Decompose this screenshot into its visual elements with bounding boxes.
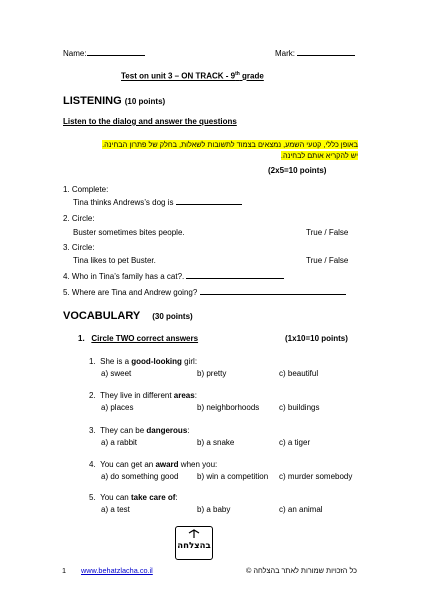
- title-end: grade: [239, 71, 264, 81]
- question-5-blank[interactable]: [200, 287, 346, 295]
- section-1-header: [78, 334, 198, 343]
- question-2-answer[interactable]: True / False: [306, 228, 349, 237]
- question-5-text: 5. Where are Tina and Andrew going?: [63, 288, 198, 297]
- vocabulary-title: VOCABULARY: [63, 310, 141, 322]
- section-1-score: (1x10=10 points): [285, 334, 348, 343]
- question-5: [63, 287, 346, 297]
- vocab-item-4-option-c[interactable]: c) murder somebody: [279, 472, 353, 481]
- hebrew-note-line2: [281, 151, 358, 160]
- vocab-item-5-option-b[interactable]: b) a baby: [197, 505, 231, 514]
- vocab-item-4-prompt: [89, 460, 217, 469]
- vocab-item-2-prompt: [89, 391, 197, 400]
- vocab-item-3-option-c[interactable]: c) a tiger: [279, 438, 311, 447]
- vocab-item-2-option-b[interactable]: b) neighborhoods: [197, 403, 260, 412]
- section-1-title: Circle TWO correct answers: [91, 334, 199, 343]
- vocabulary-heading: [63, 310, 193, 322]
- vocab-item-3-post: :: [187, 426, 190, 435]
- vocab-item-3-prompt: [89, 426, 190, 435]
- vocab-item-2-key: areas: [173, 391, 195, 400]
- mark-label: Mark:: [275, 49, 295, 58]
- vocab-item-1-option-a[interactable]: a) sweet: [101, 369, 132, 378]
- vocab-item-1-key: good-looking: [131, 357, 182, 366]
- vocab-item-1-number: 1.: [89, 357, 96, 366]
- page-title: [121, 71, 264, 81]
- name-blank[interactable]: [87, 48, 145, 56]
- vocab-item-2-option-c[interactable]: c) buildings: [279, 403, 320, 412]
- question-3-answer[interactable]: True / False: [306, 256, 349, 265]
- vocab-item-3-key: dangerous: [146, 426, 188, 435]
- question-4: [63, 271, 284, 281]
- vocab-item-5-key: take care of: [130, 493, 176, 502]
- vocab-item-1-pre: She is a: [100, 357, 132, 366]
- vocab-item-3-number: 3.: [89, 426, 96, 435]
- vocab-item-2-pre: They live in different: [100, 391, 174, 400]
- listening-score-note: (2x5=10 points): [268, 166, 327, 175]
- listening-subheading: Listen to the dialog and answer the questions: [63, 117, 237, 126]
- name-field: [63, 48, 145, 58]
- behatzlacha-logo: [175, 526, 213, 560]
- question-4-blank[interactable]: [186, 271, 284, 279]
- vocab-item-1-prompt: [89, 357, 197, 366]
- question-1-number: 1. Complete:: [63, 185, 109, 194]
- vocab-item-1-post: girl:: [181, 357, 198, 366]
- vocab-item-5-number: 5.: [89, 493, 96, 502]
- listening-heading: [63, 95, 165, 107]
- mark-field: [275, 48, 355, 58]
- hebrew-note-line1: [102, 140, 358, 149]
- hebrew-text-1: באופן כללי, קטעי השמע, נמצאים בצמוד לתשובות לשאלות, בחלק של פתרון הבחינה.: [102, 140, 358, 149]
- title-main: Test on unit 3 – ON TRACK - 9: [121, 71, 236, 81]
- vocab-item-5-option-c[interactable]: c) an animal: [279, 505, 323, 514]
- name-label: Name:: [63, 49, 87, 58]
- vocab-item-4-option-a[interactable]: a) do something good: [101, 472, 179, 481]
- vocab-item-4-post: when you:: [178, 460, 218, 469]
- vocab-item-3-pre: They can be: [100, 426, 147, 435]
- vocab-item-5-pre: You can: [100, 493, 131, 502]
- vocab-item-3-option-b[interactable]: b) a snake: [197, 438, 235, 447]
- question-2-text: Buster sometimes bites people.: [73, 228, 185, 237]
- mark-blank[interactable]: [297, 48, 355, 56]
- vocab-item-1-option-c[interactable]: c) beautiful: [279, 369, 319, 378]
- website-link[interactable]: www.behatzlacha.co.il: [81, 566, 153, 575]
- title-sup: th: [235, 71, 240, 77]
- listening-title: LISTENING: [63, 95, 122, 107]
- vocab-item-2-option-a[interactable]: a) places: [101, 403, 134, 412]
- listening-points: (10 points): [124, 97, 166, 106]
- question-1-blank[interactable]: [176, 197, 242, 205]
- logo-text: בהצלחה: [177, 541, 211, 551]
- vocab-item-5-post: :: [175, 493, 178, 502]
- vocab-item-5-prompt: [89, 493, 178, 502]
- page-number: 1: [62, 566, 67, 575]
- question-1-text: [73, 197, 242, 207]
- vocab-item-4-pre: You can get an: [100, 460, 156, 469]
- copyright-notice: כל הזכויות שמורות לאתר בהצלחה ©: [245, 566, 357, 575]
- vocab-item-5-option-a[interactable]: a) a test: [101, 505, 130, 514]
- question-1-stem: Tina thinks Andrews’s dog is: [73, 198, 174, 207]
- question-3-number: 3. Circle:: [63, 243, 95, 252]
- vocab-item-4-number: 4.: [89, 460, 96, 469]
- hebrew-text-2: יש להקריא אותם לבחינה.: [280, 151, 358, 160]
- question-4-text: 4. Who in Tina’s family has a cat?.: [63, 272, 185, 281]
- vocab-item-4-key: award: [155, 460, 179, 469]
- vocab-item-2-number: 2.: [89, 391, 96, 400]
- question-3-text: Tina likes to pet Buster.: [73, 256, 156, 265]
- vocab-item-1-option-b[interactable]: b) pretty: [197, 369, 227, 378]
- vocab-item-2-post: :: [194, 391, 197, 400]
- vocabulary-points: (30 points): [152, 312, 193, 321]
- section-1-number: 1.: [78, 334, 85, 343]
- vocab-item-4-option-b[interactable]: b) win a competition: [197, 472, 269, 481]
- vocab-item-3-option-a[interactable]: a) a rabbit: [101, 438, 138, 447]
- question-2-number: 2. Circle:: [63, 214, 95, 223]
